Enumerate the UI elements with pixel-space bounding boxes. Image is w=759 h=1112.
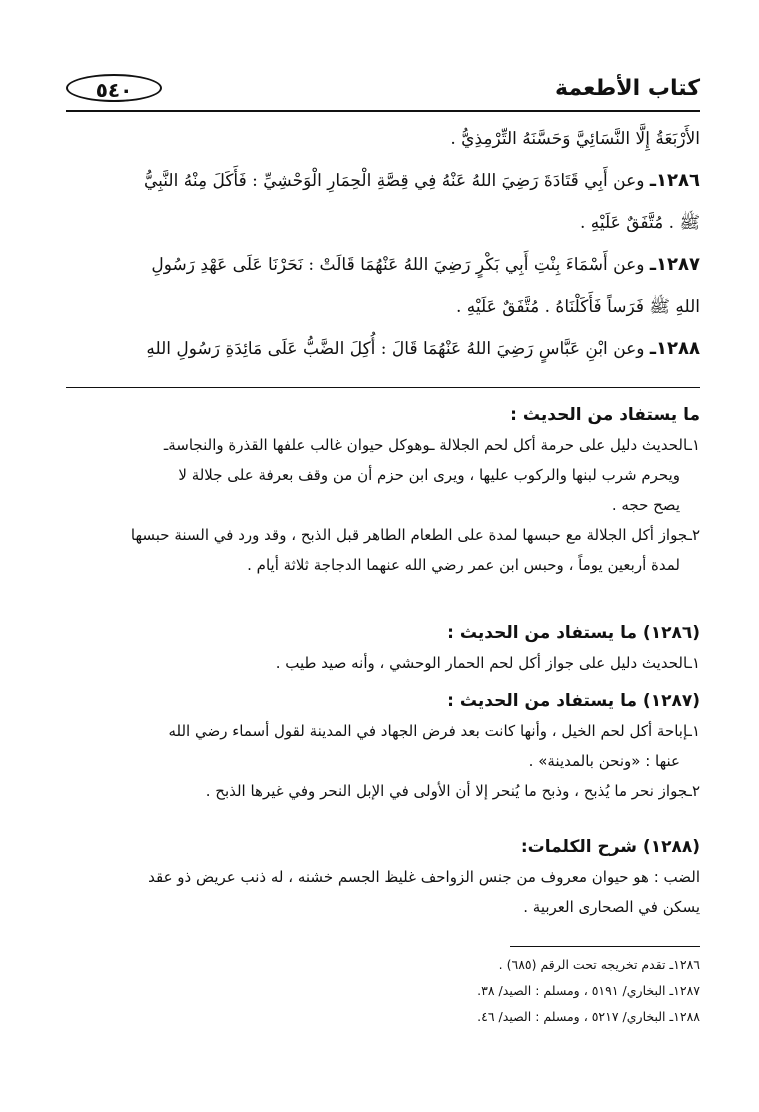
book-title: كتاب الأطعمة (555, 76, 700, 101)
vocabulary-section (66, 832, 700, 922)
footnotes (66, 952, 700, 1030)
body-line: ٢ـجواز أكل الجلالة مع حبسها لمدة على الطعام الطاهر قبل الذبح ، وقد ورد في السنة حبسها (130, 526, 700, 544)
body-line: ١ـالحديث دليل على حرمة أكل لحم الجلالة ـوهوكل حيوان غالب علفها القذرة والنجاسةـ (163, 436, 700, 454)
hadith-line: ١٢٨٨ـ وعن ابْنِ عَبَّاسٍ رَضِيَ اللهُ عَنْهُمَا قَالَ : أُكِلَ الضَّبُّ عَلَى مَائِدَةِ رَسُولِ اللهِ (146, 338, 700, 359)
header-divider (66, 110, 700, 112)
section-heading: (١٢٨٧) ما يستفاد من الحديث : (447, 691, 700, 711)
footnote: ١٢٨٦ـ تقدم تخريجه تحت الرقم (٦٨٥) . (498, 957, 700, 972)
hadith-line: ١٢٨٧ـ وعن أَسْمَاءَ بِنْتِ أَبِي بَكْرٍ رَضِيَ اللهُ عَنْهُمَا قَالَتْ : نَحَرْنَا عَلَى عَهْدِ رَسُولِ (151, 254, 700, 275)
hadith-line: الأَرْبَعَةُ إِلَّا النَّسَائِيَّ وَحَسَّنَهُ التِّرْمِذِيُّ . (450, 129, 700, 149)
footnote: ١٢٨٧ـ البخاري/ ٥١٩١ ، ومسلم : الصيد/ ٣٨. (477, 983, 700, 998)
body-line: يصح حجه . (611, 496, 680, 514)
benefits-section (66, 400, 700, 580)
hadith-number: ١٢٨٦ـ (649, 170, 700, 191)
page-number: ٥٤٠ (66, 74, 162, 102)
body-line: ١ـإباحة أكل لحم الخيل ، وأنها كانت بعد فرض الجهاد في المدينة لقول أسماء رضي الله (168, 722, 700, 740)
footnote-divider (510, 946, 700, 947)
benefits-1287-section (66, 686, 700, 806)
section-heading: ما يستفاد من الحديث : (510, 405, 700, 425)
footnote: ١٢٨٨ـ البخاري/ ٥٢١٧ ، ومسلم : الصيد/ ٤٦. (477, 1009, 700, 1024)
hadith-line: اللهِ ﷺ فَرَساً فَأَكَلْنَاهُ . مُتَّفَقٌ عَلَيْهِ . (455, 297, 700, 317)
hadith-line: ﷺ . مُتَّفَقٌ عَلَيْهِ . (580, 213, 700, 233)
body-line: يسكن في الصحارى العربية . (523, 898, 700, 916)
body-line: ٢ـجواز نحر ما يُذبح ، وذبح ما يُنحر إلا أن الأولى في الإبل النحر وفي غيرها الذبح . (205, 782, 700, 800)
body-line: ١ـالحديث دليل على جواز أكل لحم الحمار الوحشي ، وأنه صيد طيب . (275, 654, 700, 672)
benefits-1286-section (66, 618, 700, 678)
hadith-number: ١٢٨٧ـ (649, 254, 700, 275)
hadith-text (66, 118, 700, 370)
body-line: عنها : «ونحن بالمدينة» . (528, 752, 680, 770)
section-heading: (١٢٨٦) ما يستفاد من الحديث : (447, 623, 700, 643)
page-header (66, 72, 700, 106)
hadith-line: ١٢٨٦ـ وعن أَبِي قَتَادَةَ رَضِيَ اللهُ عَنْهُ فِي قِصَّةِ الْحِمَارِ الْوَحْشِيِّ : فَأَكَلَ مِنْهُ النَّبِيُّ (143, 170, 700, 191)
hadith-number: ١٢٨٨ـ (649, 338, 700, 359)
commentary-divider (66, 387, 700, 388)
body-line: ويحرم شرب لبنها والركوب عليها ، ويرى ابن حزم أن من وقف بعرفة على جلالة لا (178, 466, 680, 484)
body-line: لمدة أربعين يوماً ، وحبس ابن عمر رضي الله عنهما الدجاجة ثلاثة أيام . (247, 556, 680, 574)
section-heading: (١٢٨٨) شرح الكلمات: (520, 837, 700, 857)
body-line: الضب : هو حيوان معروف من جنس الزواحف غليظ الجسم خشنه ، له ذنب عريض ذو عقد (148, 868, 700, 886)
